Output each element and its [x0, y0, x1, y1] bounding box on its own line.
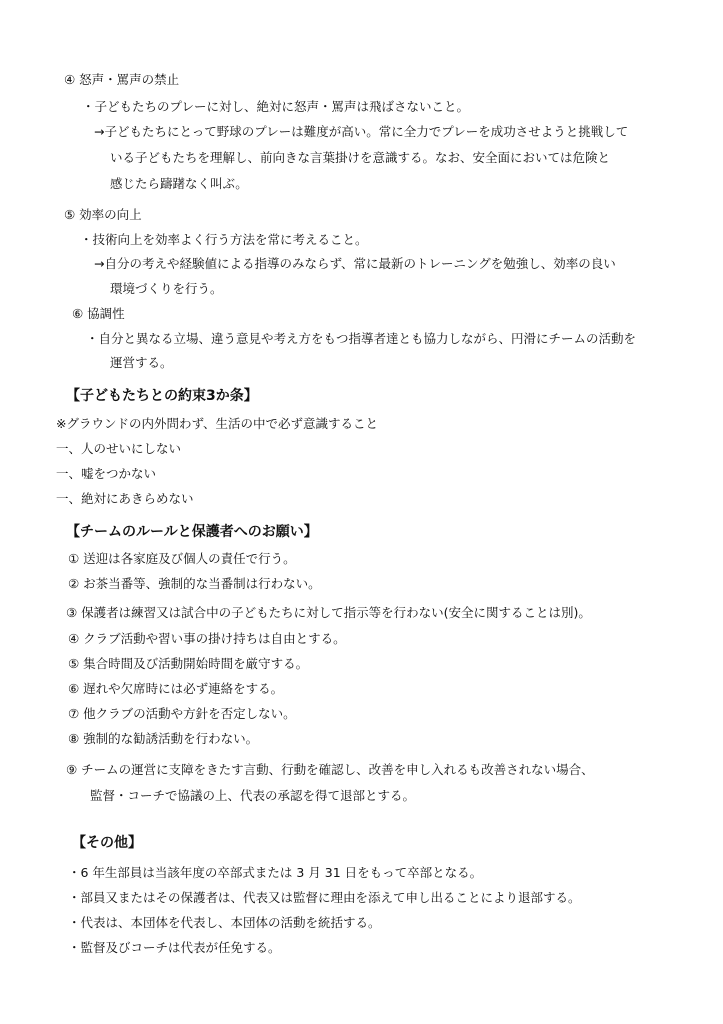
- arrow-text: →子どもたちにとって野球のプレーは難度が高い。常に全力でプレーを成功させようと挑戦して: [94, 124, 629, 139]
- arrow-text-cont: 環境づくりを行う。: [110, 281, 223, 296]
- rule-item: ③ 保護者は練習又は試合中の子どもたちに対して指示等を行わない(安全に関することは別)。: [66, 605, 591, 620]
- section-title-cooperation: ⑥ 協調性: [72, 306, 125, 321]
- promise-item: 一、絶対にあきらめない: [56, 491, 194, 506]
- rules-heading: 【チームのルールと保護者へのお願い】: [66, 524, 318, 540]
- bullet-text: ・自分と異なる立場、違う意見や考え方をもつ指導者達とも協力しながら、円滑にチームの活動を: [86, 331, 637, 346]
- other-item: ・監督及びコーチは代表が任免する。: [68, 940, 281, 955]
- bullet-text: ・子どもたちのプレーに対し、絶対に怒声・罵声は飛ばさないこと。: [82, 99, 470, 114]
- other-heading: 【その他】: [72, 835, 142, 851]
- promise-heading: 【子どもたちとの約束3か条】: [66, 388, 258, 404]
- arrow-text-cont: 感じたら躊躇なく叫ぶ。: [110, 176, 248, 191]
- rule-item: ① 送迎は各家庭及び個人の責任で行う。: [68, 551, 296, 566]
- rule-item: ⑦ 他クラブの活動や方針を否定しない。: [68, 706, 296, 721]
- promise-note: ※グラウンドの内外問わず、生活の中で必ず意識すること: [56, 416, 378, 431]
- bullet-text: ・技術向上を効率よく行う方法を常に考えること。: [80, 232, 368, 247]
- rule-item: ⑨ チームの運営に支障をきたす言動、行動を確認し、改善を申し入れるも改善されない場合、: [66, 762, 594, 777]
- promise-item: 一、嘘をつかない: [56, 466, 157, 481]
- other-item: ・部員又またはその保護者は、代表又は監督に理由を添えて申し出ることにより退部する。: [68, 890, 581, 905]
- rule-item: ⑥ 遅れや欠席時には必ず連絡をする。: [68, 681, 284, 696]
- rule-item: ② お茶当番等、強制的な当番制は行わない。: [68, 576, 321, 591]
- other-item: ・代表は、本団体を代表し、本団体の活動を統括する。: [68, 915, 381, 930]
- rule-item-cont: 監督・コーチで協議の上、代表の承認を得て退部とする。: [90, 788, 416, 803]
- arrow-text-cont: いる子どもたちを理解し、前向きな言葉掛けを意識する。なお、安全面においては危険と: [110, 150, 611, 165]
- other-item: ・6 年生部員は当該年度の卒部式または 3 月 31 日をもって卒部となる。: [68, 865, 483, 880]
- rule-item: ④ クラブ活動や習い事の掛け持ちは自由とする。: [68, 631, 346, 646]
- bullet-text-cont: 運営する。: [110, 355, 173, 370]
- arrow-text: →自分の考えや経験値による指導のみならず、常に最新のトレーニングを勉強し、効率の良い: [94, 256, 616, 271]
- rule-item: ⑧ 強制的な勧誘活動を行わない。: [68, 731, 259, 746]
- section-title-efficiency: ⑤ 効率の向上: [64, 207, 142, 222]
- section-title-anger: ④ 怒声・罵声の禁止: [64, 72, 180, 87]
- promise-item: 一、人のせいにしない: [56, 441, 182, 456]
- rule-item: ⑤ 集合時間及び活動開始時間を厳守する。: [68, 656, 309, 671]
